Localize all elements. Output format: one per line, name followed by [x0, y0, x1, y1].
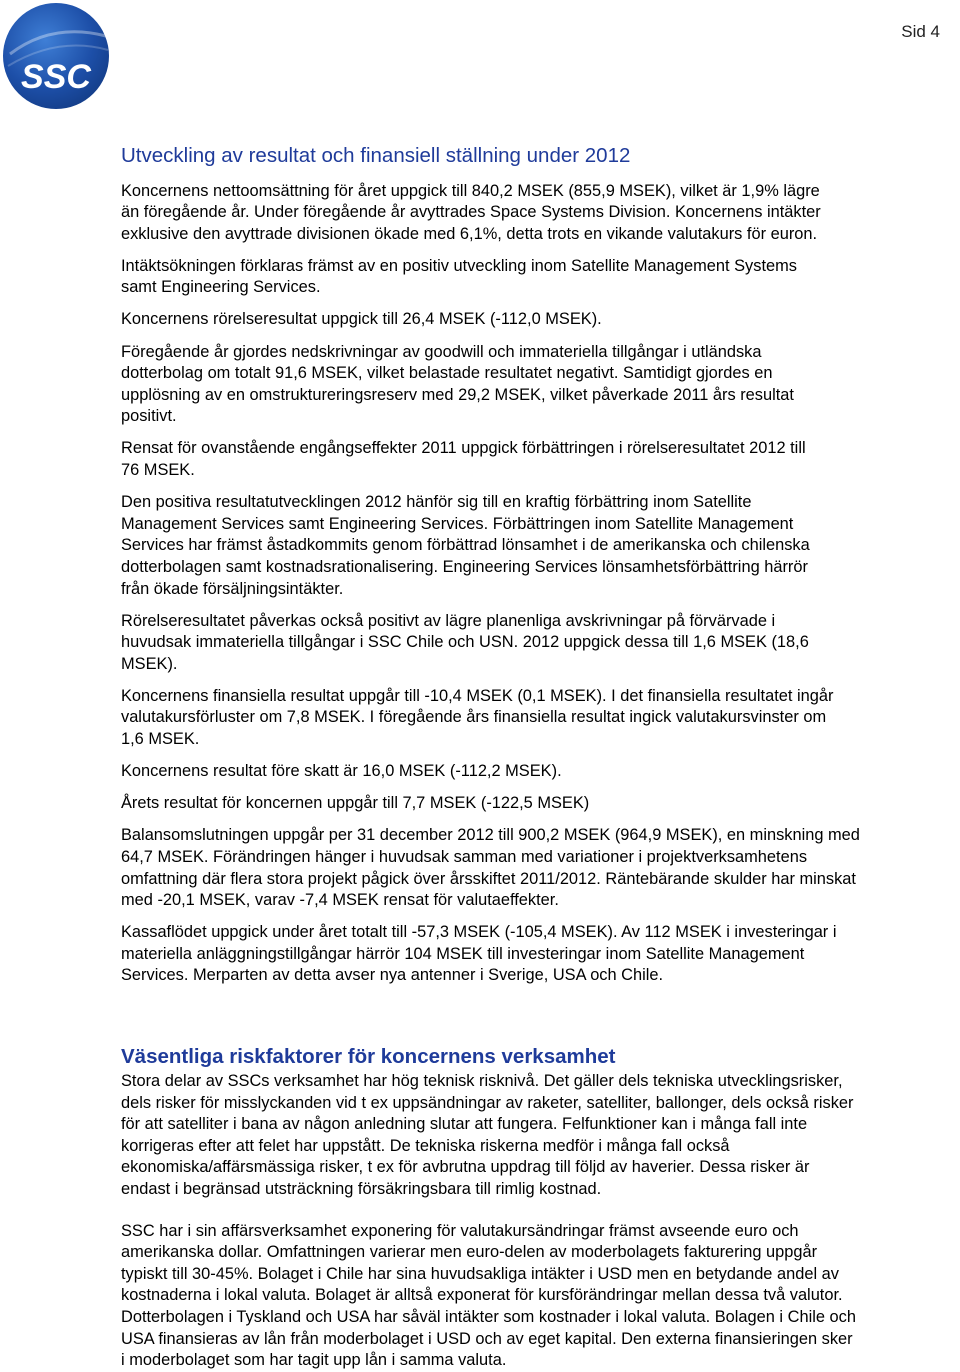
paragraph-line: Koncernens resultat före skatt är 16,0 MSEK (-112,2 MSEK).: [121, 762, 562, 781]
paragraph-line: Koncernens nettoomsättning för året uppgick till 840,2 MSEK (855,9 MSEK), vilket är 1,9% lägre: [121, 181, 820, 200]
paragraph-line: Intäktsökningen förklaras främst av en positiv utveckling inom Satellite Management Systems: [121, 256, 797, 275]
paragraph-line: dels risker för misslyckanden vid t ex uppsändningar av raketer, satelliter, ballonger, dels också risker: [121, 1093, 854, 1112]
paragraph: [121, 342, 960, 428]
paragraph: [121, 761, 960, 783]
paragraph-line: Services har främst åstadkommits genom förbättrad lönsamhet i de amerikanska och chilenska: [121, 536, 810, 555]
paragraph-line: dotterbolag om totalt 91,6 MSEK, vilket belastade resultatet negativt. Samtidigt gjordes en: [121, 364, 773, 383]
paragraph-line: SSC har i sin affärsverksamhet exponering för valutakursändringar främst avseende euro och: [121, 1221, 799, 1240]
section-risks-body: [121, 1071, 960, 1372]
paragraph-line: Stora delar av SSCs verksamhet har hög teknisk risknivå. Det gäller dels tekniska utvecklingsrisker,: [121, 1072, 843, 1090]
paragraph: [121, 825, 960, 911]
paragraph-line: i moderbolaget som har tagit upp lån i samma valuta.: [121, 1351, 507, 1370]
paragraph-line: typiskt till 30-45%. Bolaget i Chile har sina huvudsakliga intäkter i USD men en betydande andel av: [121, 1264, 839, 1283]
paragraph-line: kostnaderna i lokal valuta. Bolaget är alltså exponerat för kursförändringar mellan dessa två valutor.: [121, 1286, 843, 1305]
paragraph-line: Årets resultat för koncernen uppgår till 7,7 MSEK (-122,5 MSEK): [121, 794, 590, 813]
paragraph-line: omfattning där flera stora projekt pågick över årsskiftet 2011/2012. Räntebärande skulder har minskat: [121, 869, 856, 888]
paragraph-line: positivt.: [121, 407, 177, 426]
paragraph-line: amerikanska dollar. Omfattningen varierar men euro-delen av moderbolagets fakturering uppgår: [121, 1243, 818, 1262]
paragraph-line: Föregående år gjordes nedskrivningar av goodwill och immateriella tillgångar i utländska: [121, 342, 762, 361]
paragraph-line: upplösning av en omstruktureringsreserv med 29,2 MSEK, vilket påverkade 2011 års resultat: [121, 385, 794, 404]
section-heading-results: Utveckling av resultat och finansiell ställning under 2012: [121, 144, 631, 167]
paragraph-line: Koncernens finansiella resultat uppgår till -10,4 MSEK (0,1 MSEK). I det finansiella resultatet ingår: [121, 686, 834, 705]
paragraph-line: än föregående år. Under föregående år avyttrades Space Systems Division. Koncernens intäkter: [121, 203, 821, 222]
section-results-body: [121, 181, 960, 988]
paragraph: [121, 309, 960, 331]
paragraph-line: materiella anläggningstillgångar härrör 104 MSEK till investeringar inom Satellite Management: [121, 944, 805, 963]
paragraph-line: med -20,1 MSEK, varav -7,4 MSEK rensat för valutaeffekter.: [121, 891, 559, 910]
paragraph: [121, 492, 960, 600]
paragraph-line: huvudsak immateriella tillgångar i SSC Chile och USN. 2012 uppgick dessa till 1,6 MSEK (18,6: [121, 633, 809, 652]
paragraph: [121, 686, 960, 751]
paragraph-line: från ökade försäljningsintäkter.: [121, 579, 344, 598]
paragraph-line: MSEK).: [121, 654, 178, 673]
paragraph: [121, 1221, 960, 1372]
paragraph-line: 76 MSEK.: [121, 461, 195, 480]
paragraph-line: ekonomiska/affärsmässiga risker, t ex för avbrutna uppdrag till följd av haverier. Dessa risker är: [121, 1158, 810, 1177]
paragraph: [121, 922, 960, 987]
paragraph-line: Management Services samt Engineering Services. Förbättringen inom Satellite Management: [121, 514, 794, 533]
page-number: Sid 4: [901, 22, 940, 41]
section-heading-risks: Väsentliga riskfaktorer för koncernens verksamhet: [121, 1045, 616, 1068]
ssc-logo: [2, 2, 110, 110]
paragraph: [121, 1071, 960, 1201]
paragraph: [121, 793, 960, 815]
paragraph-line: Kassaflödet uppgick under året totalt till -57,3 MSEK (-105,4 MSEK). Av 112 MSEK i investeringar i: [121, 923, 837, 942]
paragraph-line: USA finansieras av lån från moderbolaget i USD och av eget kapital. Den externa finansieringen sker: [121, 1329, 853, 1348]
paragraph: [121, 611, 960, 676]
paragraph-line: valutakursförluster om 7,8 MSEK. I föregående års finansiella resultat ingick valutakursvinster om: [121, 708, 827, 727]
paragraph-line: endast i begränsad utsträckning försäkringsbara till rimlig kostnad.: [121, 1179, 602, 1198]
document-body: [121, 142, 960, 1372]
paragraph-line: för att satelliter i bana av någon anledning slutar att fungera. Felfunktioner kan i många fall inte: [121, 1115, 808, 1134]
paragraph-line: 1,6 MSEK.: [121, 730, 200, 749]
paragraph-line: korrigeras efter att felet har uppstått. De tekniska riskerna medför i många fall också: [121, 1136, 730, 1155]
svg-text:SSC: SSC: [21, 58, 91, 96]
paragraph-line: exklusive den avyttrade divisionen ökade med 6,1%, detta trots en vikande valutakurs för euron.: [121, 224, 818, 243]
paragraph-line: Dotterbolagen i Tyskland och USA har såväl intäkter som kostnader i lokal valuta. Bolagen i Chile och: [121, 1307, 856, 1326]
paragraph-line: Rensat för ovanstående engångseffekter 2011 uppgick förbättringen i rörelseresultatet 2012 till: [121, 439, 806, 458]
paragraph: [121, 181, 960, 246]
paragraph-line: Rörelseresultatet påverkas också positivt av lägre planenliga avskrivningar på förvärvade i: [121, 611, 776, 630]
paragraph: [121, 438, 960, 481]
paragraph: [121, 256, 960, 299]
paragraph-line: Balansomslutningen uppgår per 31 december 2012 till 900,2 MSEK (964,9 MSEK), en minskning med: [121, 826, 860, 845]
paragraph-line: Den positiva resultatutvecklingen 2012 hänför sig till en kraftig förbättring inom Satellite: [121, 493, 752, 512]
paragraph-line: 64,7 MSEK. Förändringen hänger i huvudsak samman med variationer i projektverksamhetens: [121, 847, 808, 866]
paragraph-line: samt Engineering Services.: [121, 278, 321, 297]
paragraph-line: Koncernens rörelseresultat uppgick till 26,4 MSEK (-112,0 MSEK).: [121, 310, 602, 329]
paragraph-line: Services. Merparten av detta avser nya antenner i Sverige, USA och Chile.: [121, 966, 664, 985]
paragraph-line: dotterbolagen samt kostnadsrationalisering. Engineering Services lönsamhetsförbättring härrör: [121, 557, 808, 576]
